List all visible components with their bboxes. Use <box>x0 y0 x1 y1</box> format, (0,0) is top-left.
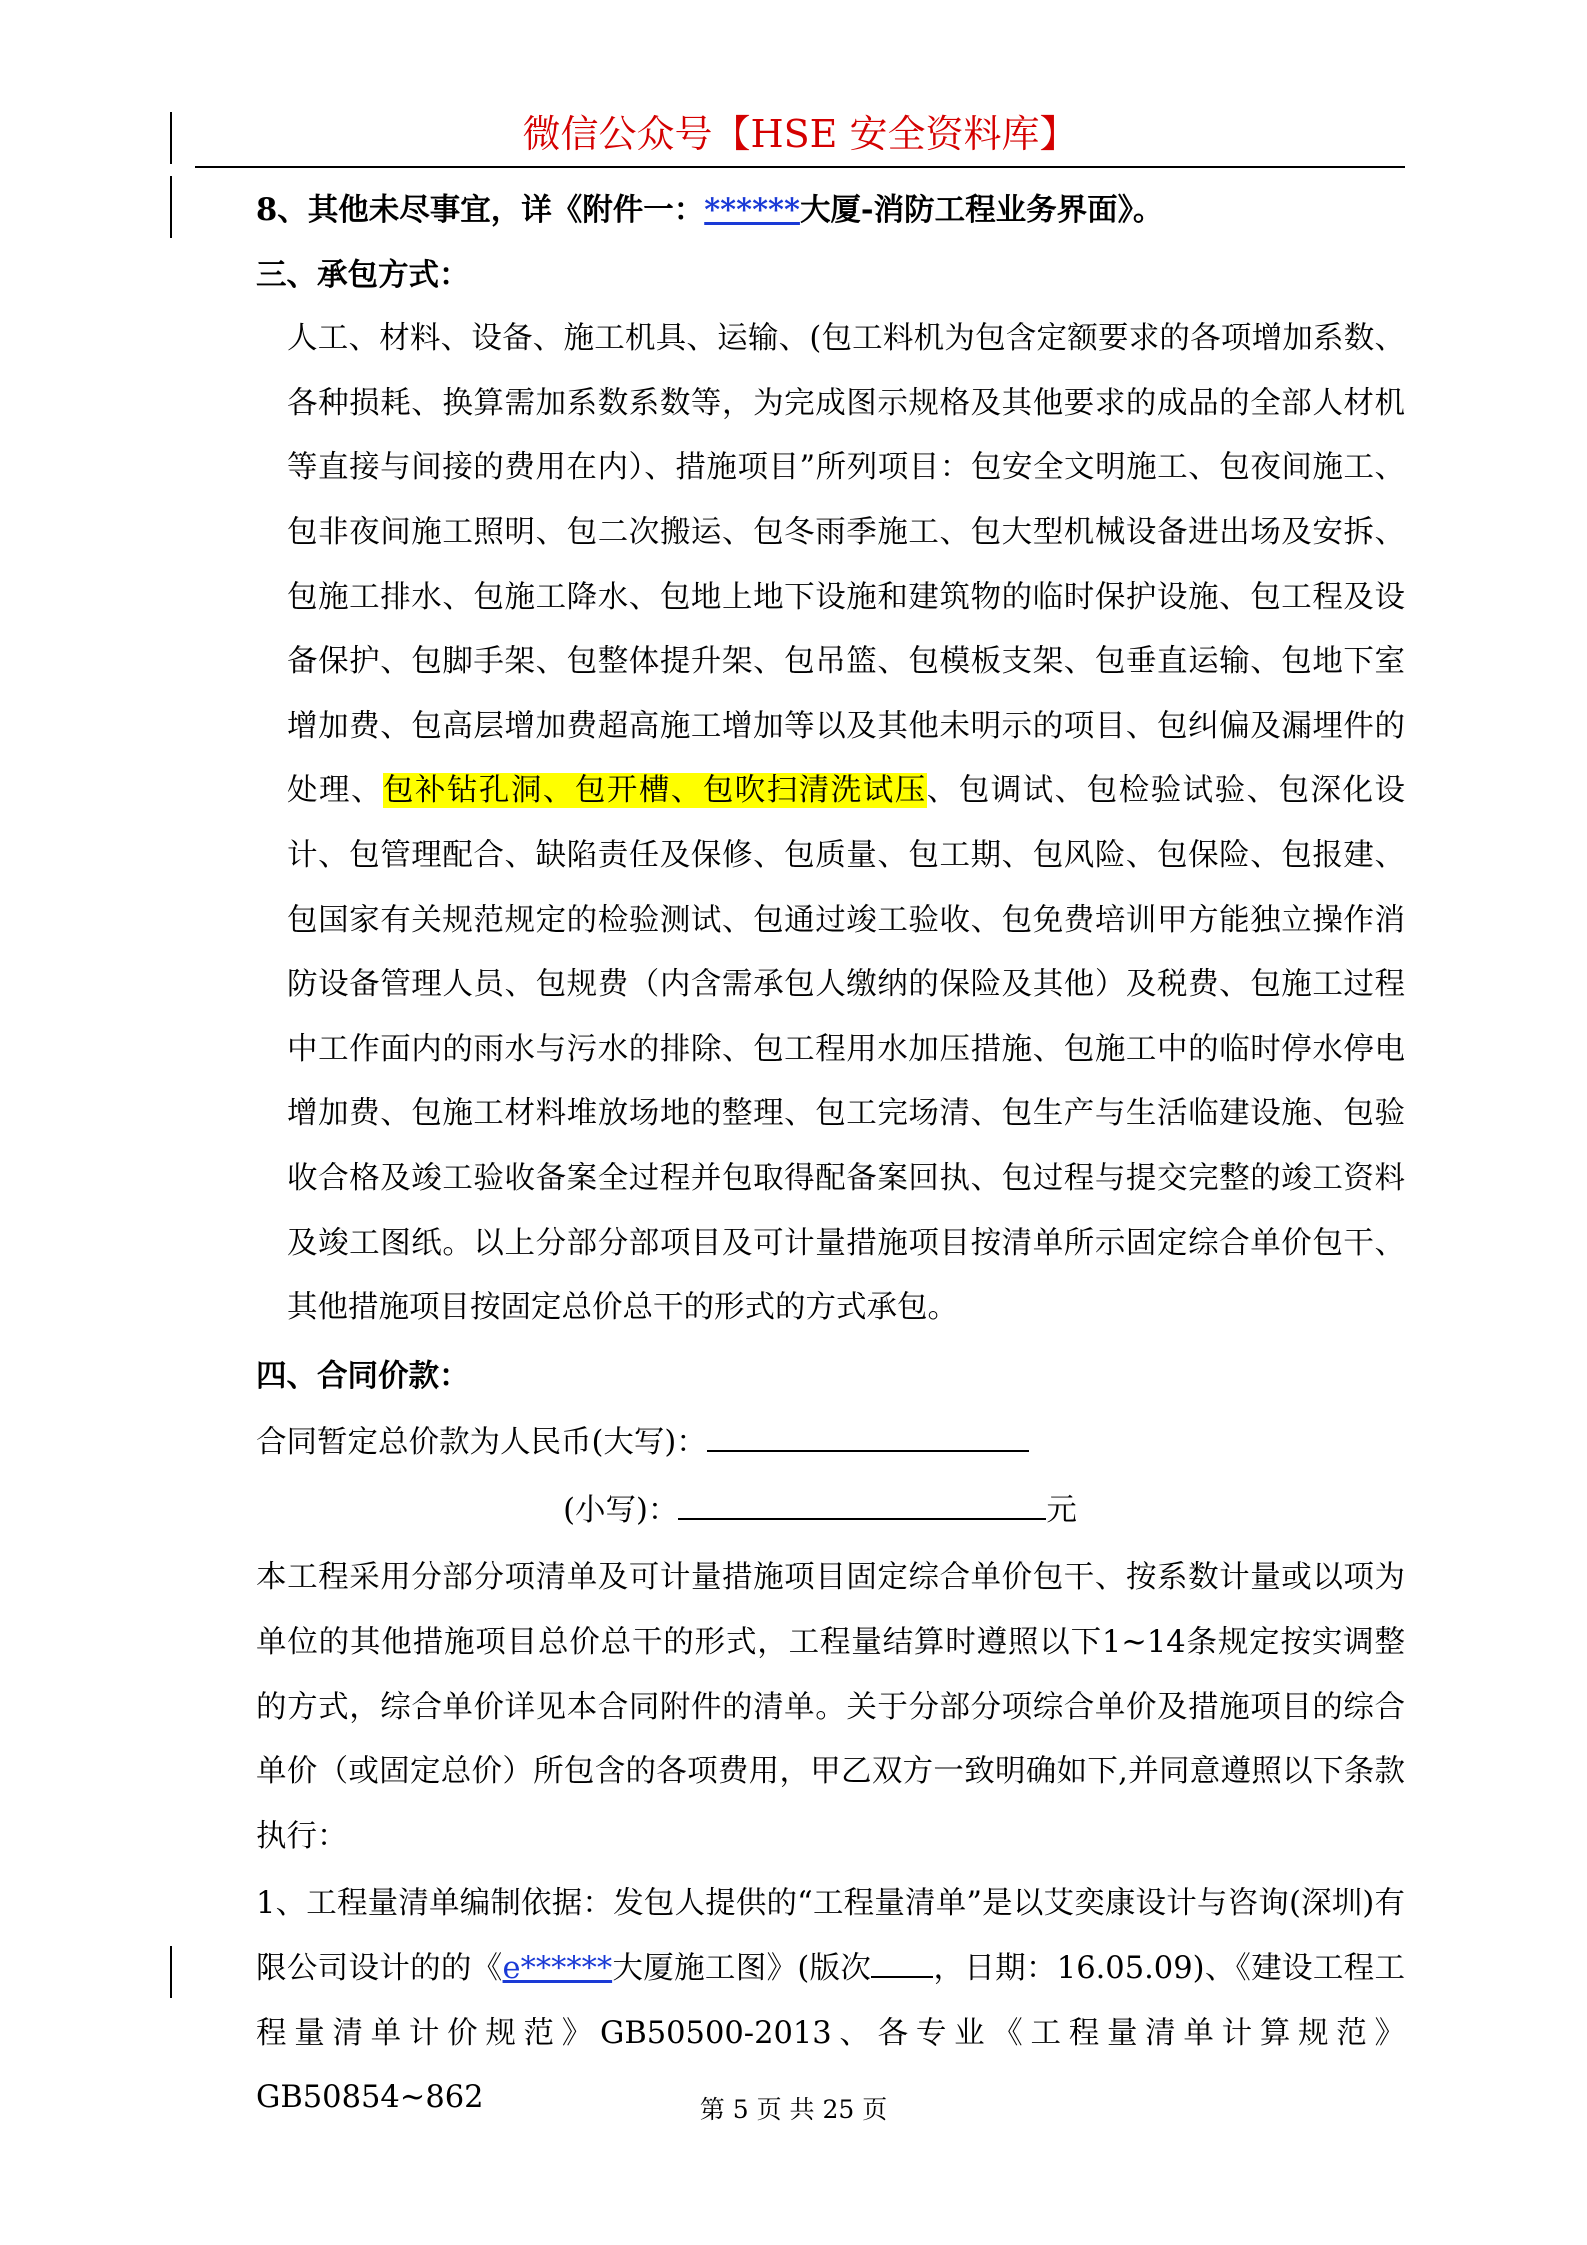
item-8-suffix: 大厦-消防工程业务界面》。 <box>799 192 1164 228</box>
edition-blank[interactable] <box>871 1950 933 1978</box>
item-8 <box>195 178 1405 243</box>
item-1-middle: 大厦施工图》(版次 <box>612 1951 872 1987</box>
contract-price-blank[interactable] <box>707 1424 1029 1452</box>
margin-bar-top <box>170 112 172 164</box>
contract-price-label: 合同暂定总价款为人民币(大写)： <box>256 1425 707 1461</box>
section-3-highlight: 包补钻孔洞、包开槽、包吹扫清洗试压 <box>382 773 927 809</box>
small-label: (小写)： <box>563 1492 679 1528</box>
small-price-blank[interactable] <box>678 1492 1046 1520</box>
contract-price-line <box>195 1411 1405 1476</box>
section-3-heading: 三、承包方式： <box>256 256 470 293</box>
section-3-text-1: 人工、材料、设备、施工机具、运输、(包工料机为包含定额要求的各项增加系数、各种损耗、换算需加系数系数等，为完成图示规格及其他要求的成品的全部人材机等直接与间接的费用在内）、措施项目”所列项目：包安全文明施工、包夜间施工、包非夜间施工照明、包二次搬运、包冬雨季施工、包大型机械设备进出场及安拆、包施工排水、包施工降水、包地上地下设施和建筑物的临时保护设施、包工程及设备保护、包脚手架、包整体提升架、包吊篮、包模板支架、包垂直运输、包地下室增加费、包高层增加费超高施工增加等以及其他未明示的项目、包纠偏及漏埋件的处理、 <box>287 321 1405 809</box>
document-body <box>195 178 1405 2131</box>
item-1-rest: ，日期：16.05.09)、《建设工程工程量清单计价规范》GB50500-2013、各专业《工程量清单计算规范》GB50854~862 <box>256 1951 1405 2116</box>
page-header-title: 微信公众号【HSE 安全资料库】 <box>522 112 1078 156</box>
section-3-paragraph <box>195 307 1405 1341</box>
header-rule <box>195 166 1405 168</box>
small-unit: 元 <box>1046 1492 1077 1528</box>
section-4-heading: 四、合同价款： <box>256 1357 470 1394</box>
section-3-text-2: 、包调试、包检验试验、包深化设计、包管理配合、缺陷责任及保修、包质量、包工期、包风险、包保险、包报建、包国家有关规范规定的检验测试、包通过竣工验收、包免费培训甲方能独立操作消防设备管理人员、包规费（内含需承包人缴纳的保险及其他）及税费、包施工过程中工作面内的雨水与污水的排除、包工程用水加压措施、包施工中的临时停水停电增加费、包施工材料堆放场地的整理、包工完场清、包生产与生活临建设施、包验收合格及竣工验收备案全过程并包取得配备案回执、包过程与提交完整的竣工资料及竣工图纸。以上分部分部项目及可计量措施项目按清单所示固定综合单价包干、其他措施项目按固定总价总干的形式的方式承包。 <box>287 773 1406 1326</box>
item-8-link[interactable]: ****** <box>704 192 800 228</box>
item-1-prefix: 1、工程量清单编制依据：发包人提供的“工程量清单”是以艾奕康设计与咨询(深圳)有限公司设计的的《 <box>256 1886 1405 1987</box>
section-4-paragraph: 本工程采用分部分项清单及可计量措施项目固定综合单价包干、按系数计量或以项为单位的其他措施项目总价总干的形式，工程量结算时遵照以下1~14条规定按实调整的方式，综合单价详见本合同附件的清单。关于分部分项综合单价及措施项目的综合单价（或固定总价）所包含的各项费用，甲乙双方一致明确如下,并同意遵照以下条款执行： <box>256 1560 1405 1854</box>
item-1-link[interactable]: e****** <box>502 1951 613 1987</box>
page-footer: 第 5 页 共 25 页 <box>699 2095 888 2124</box>
item-8-prefix: 8、其他未尽事宜，详《附件一： <box>256 192 705 228</box>
contract-price-small-line <box>195 1479 1405 1544</box>
margin-bar-upper <box>170 176 172 238</box>
margin-bar-lower <box>170 1946 172 1998</box>
